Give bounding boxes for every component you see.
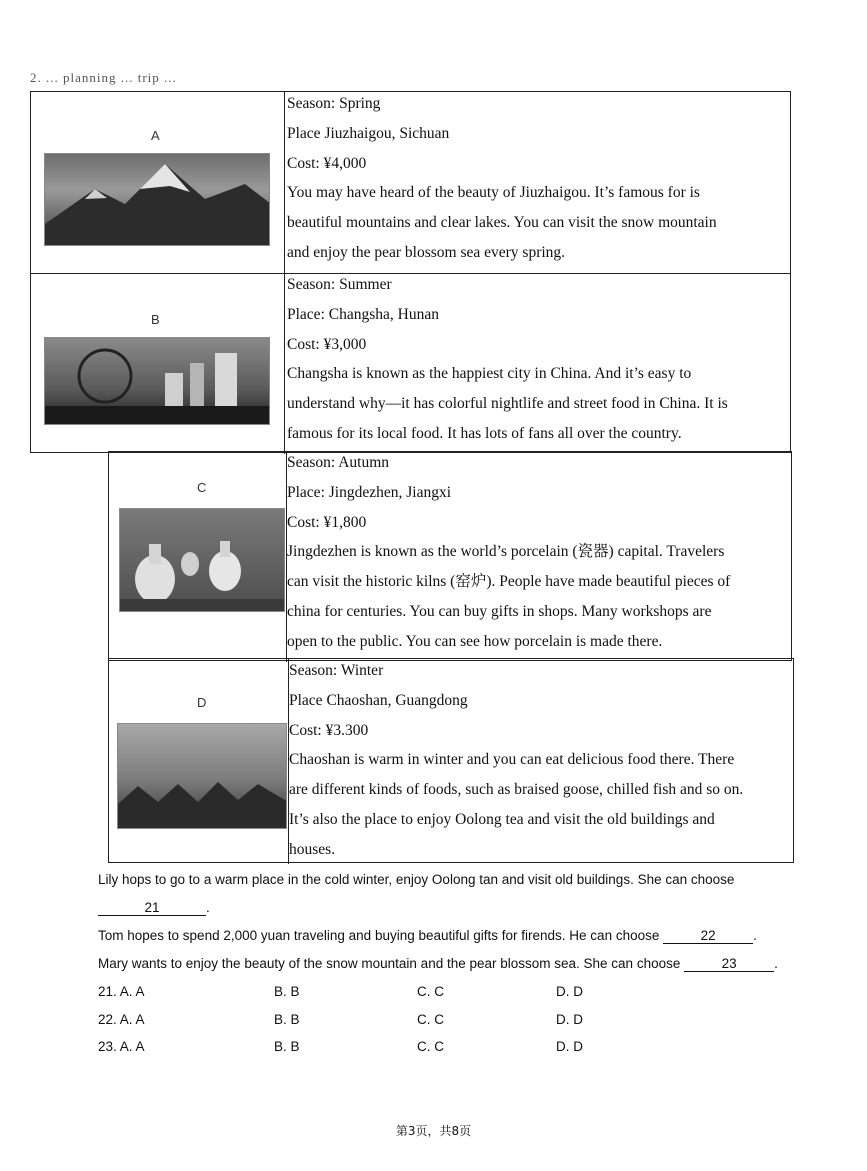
option-d[interactable]: D. D bbox=[556, 984, 583, 999]
description-d: Season: Winter Place Chaoshan, Guangdong Cost: ¥3.300 Chaoshan is warm in winter and you can eat delicious food there. There are different kinds of foods, such as braised goose, chilled fish and so on. It’s also the place to enjoy Oolong tea and visit the old buildings and houses. bbox=[289, 662, 744, 858]
snow-mountain-photo bbox=[44, 153, 270, 246]
old-buildings-sky-photo bbox=[117, 723, 287, 829]
image-cell-b bbox=[31, 274, 285, 454]
description-c: Season: Autumn Place: Jingdezhen, Jiangxi Cost: ¥1,800 Jingdezhen is known as the world’s porcelain (瓷器) capital. Travelers can visit the historic kilns (窑炉). People have made beautiful pieces of china for centuries. You can buy gifts in shops. Many workshops are open to the public. You can see how porcelain is made there. bbox=[287, 454, 731, 650]
option-a[interactable]: A. A bbox=[119, 984, 145, 999]
cropped-heading-text: 2. ... planning ... trip ... bbox=[30, 70, 177, 85]
option-d[interactable]: D. D bbox=[556, 1039, 583, 1054]
option-number: 23. bbox=[98, 1039, 117, 1054]
option-b[interactable]: B. B bbox=[274, 1012, 300, 1027]
option-letter-a: A bbox=[151, 128, 160, 143]
city-night-ferris-wheel-photo bbox=[44, 337, 270, 425]
answer-blank-21: 21 bbox=[98, 900, 206, 916]
image-cell-a bbox=[31, 92, 285, 275]
table-row-b bbox=[30, 273, 791, 453]
image-cell-c bbox=[109, 452, 287, 662]
option-c[interactable]: C. C bbox=[417, 1012, 444, 1027]
option-a[interactable]: A. A bbox=[119, 1012, 145, 1027]
image-cell-d bbox=[109, 659, 289, 864]
page-footer: 第3页，共8页 bbox=[395, 1124, 472, 1138]
question-22-text: Tom hopes to spend 2,000 yuan traveling and buying beautiful gifts for firends. He can choose bbox=[98, 928, 660, 943]
answer-blank-22: 22 bbox=[663, 928, 753, 944]
option-number: 22. bbox=[98, 1012, 117, 1027]
option-letter-b: B bbox=[151, 312, 160, 327]
table-row-c bbox=[108, 451, 792, 661]
option-number: 21. bbox=[98, 984, 117, 999]
question-22: Tom hopes to spend 2,000 yuan traveling and buying beautiful gifts for firends. He can choose 22 . bbox=[98, 928, 757, 943]
answer-blank-23: 23 bbox=[684, 956, 774, 972]
option-d[interactable]: D. D bbox=[556, 1012, 583, 1027]
option-letter-c: C bbox=[197, 480, 207, 495]
option-c[interactable]: C. C bbox=[417, 984, 444, 999]
option-b[interactable]: B. B bbox=[274, 1039, 300, 1054]
description-a: Season: Spring Place Jiuzhaigou, Sichuan Cost: ¥4,000 You may have heard of the beauty of Jiuzhaigou. It’s famous for is beautiful mountains and clear lakes. You can visit the snow mountain and enjoy the pear blossom sea every spring. bbox=[287, 95, 717, 261]
option-a[interactable]: A. A bbox=[119, 1039, 145, 1054]
question-21-text: Lily hops to go to a warm place in the cold winter, enjoy Oolong tan and visit old buildings. She can choose bbox=[98, 872, 735, 887]
question-21-blank: 21 . bbox=[98, 900, 210, 916]
option-c[interactable]: C. C bbox=[417, 1039, 444, 1054]
option-letter-d: D bbox=[197, 695, 207, 710]
question-23-text: Mary wants to enjoy the beauty of the snow mountain and the pear blossom sea. She can choose bbox=[98, 956, 681, 971]
option-b[interactable]: B. B bbox=[274, 984, 300, 999]
table-row-a bbox=[30, 91, 791, 274]
porcelain-vases-photo bbox=[119, 508, 285, 612]
description-b: Season: Summer Place: Changsha, Hunan Cost: ¥3,000 Changsha is known as the happiest city in China. And it’s easy to understand why—it has colorful nightlife and street food in China. It is famous for its local food. It has lots of fans all over the country. bbox=[287, 276, 728, 442]
question-23: Mary wants to enjoy the beauty of the snow mountain and the pear blossom sea. She can choose 23 . bbox=[98, 956, 778, 971]
table-row-d bbox=[108, 658, 794, 863]
